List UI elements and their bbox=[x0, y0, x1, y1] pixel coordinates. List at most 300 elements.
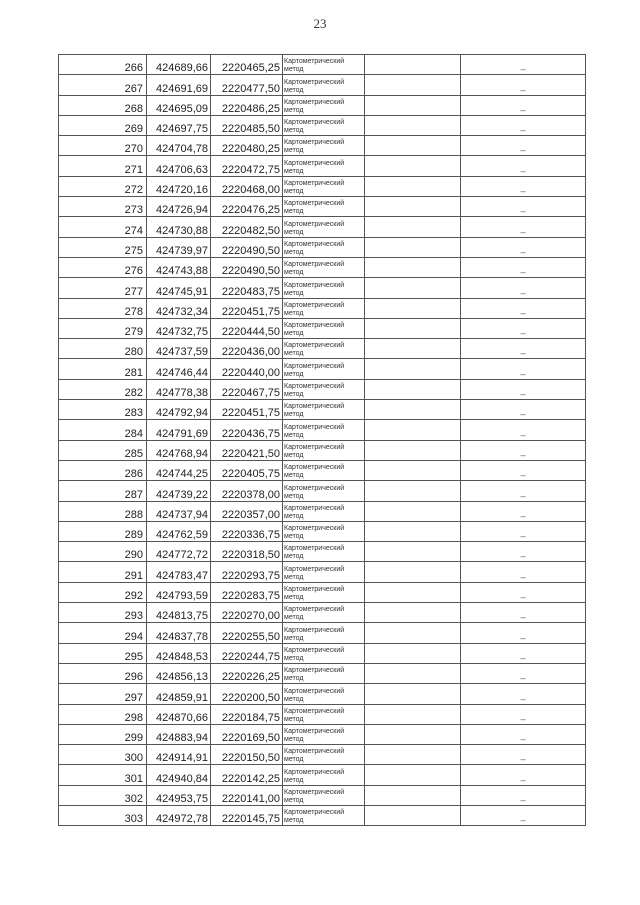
method-line-1: Картометрический bbox=[284, 748, 345, 756]
x-coordinate-cell: 424870,66 bbox=[147, 704, 211, 724]
method-line-1: Картометрический bbox=[284, 484, 345, 492]
x-coordinate-cell: 424745,91 bbox=[147, 278, 211, 298]
method-line-2: метод bbox=[284, 330, 304, 338]
point-number-cell: 268 bbox=[59, 95, 147, 115]
method-line-2: метод bbox=[284, 66, 304, 74]
x-coordinate-cell: 424768,94 bbox=[147, 440, 211, 460]
y-coordinate-cell: 2220293,75 bbox=[211, 562, 283, 582]
empty-cell bbox=[365, 542, 461, 562]
method-line-1: Картометрический bbox=[284, 626, 345, 634]
point-number-cell: 284 bbox=[59, 420, 147, 440]
empty-cell bbox=[365, 156, 461, 176]
method-cell bbox=[283, 55, 365, 75]
empty-cell bbox=[365, 684, 461, 704]
y-coordinate-cell: 2220150,50 bbox=[211, 745, 283, 765]
method-line-2: метод bbox=[284, 796, 304, 804]
point-number-cell: 286 bbox=[59, 460, 147, 480]
method-line-2: метод bbox=[284, 492, 304, 500]
x-coordinate-cell: 424730,88 bbox=[147, 217, 211, 237]
empty-cell bbox=[365, 400, 461, 420]
table-row bbox=[59, 440, 586, 460]
table-row bbox=[59, 318, 586, 338]
method-line-1: Картометрический bbox=[284, 504, 345, 512]
method-line-2: метод bbox=[284, 106, 304, 114]
table-row bbox=[59, 278, 586, 298]
method-cell bbox=[283, 176, 365, 196]
empty-cell bbox=[365, 197, 461, 217]
method-cell bbox=[283, 643, 365, 663]
empty-cell bbox=[365, 745, 461, 765]
method-line-2: метод bbox=[284, 533, 304, 541]
empty-cell bbox=[365, 237, 461, 257]
point-number-cell: 273 bbox=[59, 197, 147, 217]
point-number-cell: 297 bbox=[59, 684, 147, 704]
empty-cell bbox=[365, 460, 461, 480]
y-coordinate-cell: 2220485,50 bbox=[211, 115, 283, 135]
method-line-1: Картометрический bbox=[284, 565, 345, 573]
dash-cell: – bbox=[461, 136, 586, 156]
x-coordinate-cell: 424772,72 bbox=[147, 542, 211, 562]
y-coordinate-cell: 2220169,50 bbox=[211, 724, 283, 744]
x-coordinate-cell: 424746,44 bbox=[147, 359, 211, 379]
table-row bbox=[59, 156, 586, 176]
x-coordinate-cell: 424744,25 bbox=[147, 460, 211, 480]
method-line-1: Картометрический bbox=[284, 342, 345, 350]
method-cell bbox=[283, 257, 365, 277]
y-coordinate-cell: 2220200,50 bbox=[211, 684, 283, 704]
y-coordinate-cell: 2220141,00 bbox=[211, 785, 283, 805]
table-row bbox=[59, 115, 586, 135]
method-line-1: Картометрический bbox=[284, 707, 345, 715]
y-coordinate-cell: 2220436,00 bbox=[211, 339, 283, 359]
method-line-2: метод bbox=[284, 451, 304, 459]
dash-cell: – bbox=[461, 623, 586, 643]
method-line-2: метод bbox=[284, 309, 304, 317]
dash-cell: – bbox=[461, 95, 586, 115]
method-cell bbox=[283, 542, 365, 562]
dash-cell: – bbox=[461, 684, 586, 704]
empty-cell bbox=[365, 765, 461, 785]
x-coordinate-cell: 424837,78 bbox=[147, 623, 211, 643]
y-coordinate-cell: 2220318,50 bbox=[211, 542, 283, 562]
dash-cell: – bbox=[461, 481, 586, 501]
method-line-2: метод bbox=[284, 675, 304, 683]
method-line-2: метод bbox=[284, 817, 304, 825]
method-line-2: метод bbox=[284, 512, 304, 520]
dash-cell: – bbox=[461, 765, 586, 785]
y-coordinate-cell: 2220378,00 bbox=[211, 481, 283, 501]
empty-cell bbox=[365, 521, 461, 541]
point-number-cell: 288 bbox=[59, 501, 147, 521]
y-coordinate-cell: 2220490,50 bbox=[211, 257, 283, 277]
table-row bbox=[59, 724, 586, 744]
y-coordinate-cell: 2220472,75 bbox=[211, 156, 283, 176]
dash-cell: – bbox=[461, 400, 586, 420]
method-line-2: метод bbox=[284, 86, 304, 94]
empty-cell bbox=[365, 136, 461, 156]
table-row bbox=[59, 501, 586, 521]
point-number-cell: 266 bbox=[59, 55, 147, 75]
table-row bbox=[59, 257, 586, 277]
dash-cell: – bbox=[461, 501, 586, 521]
method-cell bbox=[283, 75, 365, 95]
y-coordinate-cell: 2220451,75 bbox=[211, 400, 283, 420]
method-cell bbox=[283, 359, 365, 379]
table-row bbox=[59, 542, 586, 562]
empty-cell bbox=[365, 582, 461, 602]
method-cell bbox=[283, 562, 365, 582]
point-number-cell: 275 bbox=[59, 237, 147, 257]
x-coordinate-cell: 424706,63 bbox=[147, 156, 211, 176]
dash-cell: – bbox=[461, 339, 586, 359]
x-coordinate-cell: 424914,91 bbox=[147, 745, 211, 765]
point-number-cell: 274 bbox=[59, 217, 147, 237]
method-line-1: Картометрический bbox=[284, 240, 345, 248]
empty-cell bbox=[365, 95, 461, 115]
method-cell bbox=[283, 481, 365, 501]
method-line-1: Картометрический bbox=[284, 443, 345, 451]
method-line-1: Картометрический bbox=[284, 586, 345, 594]
method-line-1: Картометрический bbox=[284, 180, 345, 188]
method-line-1: Картометрический bbox=[284, 423, 345, 431]
method-line-2: метод bbox=[284, 188, 304, 196]
table-row bbox=[59, 805, 586, 825]
point-number-cell: 283 bbox=[59, 400, 147, 420]
table-row bbox=[59, 582, 586, 602]
point-number-cell: 281 bbox=[59, 359, 147, 379]
table-row bbox=[59, 704, 586, 724]
y-coordinate-cell: 2220490,50 bbox=[211, 237, 283, 257]
x-coordinate-cell: 424856,13 bbox=[147, 663, 211, 683]
method-cell bbox=[283, 684, 365, 704]
point-number-cell: 287 bbox=[59, 481, 147, 501]
x-coordinate-cell: 424695,09 bbox=[147, 95, 211, 115]
dash-cell: – bbox=[461, 217, 586, 237]
point-number-cell: 269 bbox=[59, 115, 147, 135]
empty-cell bbox=[365, 115, 461, 135]
method-cell bbox=[283, 582, 365, 602]
x-coordinate-cell: 424792,94 bbox=[147, 400, 211, 420]
empty-cell bbox=[365, 724, 461, 744]
method-cell bbox=[283, 197, 365, 217]
x-coordinate-cell: 424720,16 bbox=[147, 176, 211, 196]
table-row bbox=[59, 603, 586, 623]
empty-cell bbox=[365, 379, 461, 399]
y-coordinate-cell: 2220451,75 bbox=[211, 298, 283, 318]
point-number-cell: 299 bbox=[59, 724, 147, 744]
x-coordinate-cell: 424739,97 bbox=[147, 237, 211, 257]
method-line-1: Картометрический bbox=[284, 58, 345, 66]
method-line-2: метод bbox=[284, 736, 304, 744]
x-coordinate-cell: 424737,59 bbox=[147, 339, 211, 359]
method-cell bbox=[283, 95, 365, 115]
empty-cell bbox=[365, 176, 461, 196]
empty-cell bbox=[365, 55, 461, 75]
dash-cell: – bbox=[461, 440, 586, 460]
point-number-cell: 270 bbox=[59, 136, 147, 156]
y-coordinate-cell: 2220421,50 bbox=[211, 440, 283, 460]
y-coordinate-cell: 2220476,25 bbox=[211, 197, 283, 217]
point-number-cell: 278 bbox=[59, 298, 147, 318]
y-coordinate-cell: 2220270,00 bbox=[211, 603, 283, 623]
dash-cell: – bbox=[461, 237, 586, 257]
y-coordinate-cell: 2220440,00 bbox=[211, 359, 283, 379]
y-coordinate-cell: 2220465,25 bbox=[211, 55, 283, 75]
method-line-1: Картометрический bbox=[284, 464, 345, 472]
method-line-1: Картометрический bbox=[284, 322, 345, 330]
x-coordinate-cell: 424732,34 bbox=[147, 298, 211, 318]
y-coordinate-cell: 2220467,75 bbox=[211, 379, 283, 399]
method-line-2: метод bbox=[284, 715, 304, 723]
x-coordinate-cell: 424762,59 bbox=[147, 521, 211, 541]
table-row bbox=[59, 663, 586, 683]
method-cell bbox=[283, 278, 365, 298]
method-line-1: Картометрический bbox=[284, 768, 345, 776]
method-line-2: метод bbox=[284, 208, 304, 216]
table-row bbox=[59, 460, 586, 480]
point-number-cell: 298 bbox=[59, 704, 147, 724]
dash-cell: – bbox=[461, 318, 586, 338]
method-cell bbox=[283, 440, 365, 460]
table-row bbox=[59, 217, 586, 237]
method-cell bbox=[283, 156, 365, 176]
method-cell bbox=[283, 136, 365, 156]
point-number-cell: 293 bbox=[59, 603, 147, 623]
empty-cell bbox=[365, 339, 461, 359]
x-coordinate-cell: 424783,47 bbox=[147, 562, 211, 582]
method-line-1: Картометрический bbox=[284, 545, 345, 553]
method-line-1: Картометрический bbox=[284, 200, 345, 208]
dash-cell: – bbox=[461, 75, 586, 95]
dash-cell: – bbox=[461, 542, 586, 562]
dash-cell: – bbox=[461, 582, 586, 602]
method-line-2: метод bbox=[284, 127, 304, 135]
method-cell bbox=[283, 420, 365, 440]
x-coordinate-cell: 424859,91 bbox=[147, 684, 211, 704]
empty-cell bbox=[365, 481, 461, 501]
method-line-1: Картометрический bbox=[284, 788, 345, 796]
point-number-cell: 294 bbox=[59, 623, 147, 643]
y-coordinate-cell: 2220405,75 bbox=[211, 460, 283, 480]
empty-cell bbox=[365, 298, 461, 318]
dash-cell: – bbox=[461, 704, 586, 724]
method-line-2: метод bbox=[284, 350, 304, 358]
table-row bbox=[59, 55, 586, 75]
y-coordinate-cell: 2220184,75 bbox=[211, 704, 283, 724]
method-line-1: Картометрический bbox=[284, 403, 345, 411]
method-cell bbox=[283, 785, 365, 805]
table-row bbox=[59, 643, 586, 663]
x-coordinate-cell: 424848,53 bbox=[147, 643, 211, 663]
method-line-1: Картометрический bbox=[284, 119, 345, 127]
dash-cell: – bbox=[461, 359, 586, 379]
method-line-2: метод bbox=[284, 370, 304, 378]
method-cell bbox=[283, 339, 365, 359]
method-line-1: Картометрический bbox=[284, 301, 345, 309]
method-cell bbox=[283, 460, 365, 480]
empty-cell bbox=[365, 318, 461, 338]
y-coordinate-cell: 2220145,75 bbox=[211, 805, 283, 825]
dash-cell: – bbox=[461, 197, 586, 217]
method-cell bbox=[283, 724, 365, 744]
table-row bbox=[59, 420, 586, 440]
method-cell bbox=[283, 400, 365, 420]
dash-cell: – bbox=[461, 785, 586, 805]
point-number-cell: 272 bbox=[59, 176, 147, 196]
table-row bbox=[59, 765, 586, 785]
point-number-cell: 291 bbox=[59, 562, 147, 582]
x-coordinate-cell: 424704,78 bbox=[147, 136, 211, 156]
method-line-1: Картометрический bbox=[284, 728, 345, 736]
empty-cell bbox=[365, 278, 461, 298]
method-line-2: метод bbox=[284, 228, 304, 236]
table-row bbox=[59, 136, 586, 156]
dash-cell: – bbox=[461, 603, 586, 623]
method-cell bbox=[283, 765, 365, 785]
point-number-cell: 280 bbox=[59, 339, 147, 359]
x-coordinate-cell: 424883,94 bbox=[147, 724, 211, 744]
point-number-cell: 302 bbox=[59, 785, 147, 805]
x-coordinate-cell: 424697,75 bbox=[147, 115, 211, 135]
method-line-1: Картометрический bbox=[284, 809, 345, 817]
point-number-cell: 290 bbox=[59, 542, 147, 562]
method-line-1: Картометрический bbox=[284, 525, 345, 533]
point-number-cell: 276 bbox=[59, 257, 147, 277]
table-row bbox=[59, 176, 586, 196]
table-row bbox=[59, 237, 586, 257]
y-coordinate-cell: 2220283,75 bbox=[211, 582, 283, 602]
empty-cell bbox=[365, 623, 461, 643]
table-row bbox=[59, 95, 586, 115]
method-line-1: Картометрический bbox=[284, 261, 345, 269]
method-cell bbox=[283, 805, 365, 825]
coordinates-table bbox=[58, 54, 586, 826]
dash-cell: – bbox=[461, 257, 586, 277]
empty-cell bbox=[365, 562, 461, 582]
method-line-2: метод bbox=[284, 248, 304, 256]
x-coordinate-cell: 424793,59 bbox=[147, 582, 211, 602]
method-line-1: Картометрический bbox=[284, 383, 345, 391]
table-row bbox=[59, 562, 586, 582]
x-coordinate-cell: 424737,94 bbox=[147, 501, 211, 521]
empty-cell bbox=[365, 257, 461, 277]
point-number-cell: 301 bbox=[59, 765, 147, 785]
y-coordinate-cell: 2220244,75 bbox=[211, 643, 283, 663]
y-coordinate-cell: 2220480,25 bbox=[211, 136, 283, 156]
y-coordinate-cell: 2220483,75 bbox=[211, 278, 283, 298]
method-line-1: Картометрический bbox=[284, 78, 345, 86]
method-cell bbox=[283, 603, 365, 623]
table-row bbox=[59, 339, 586, 359]
method-line-1: Картометрический bbox=[284, 646, 345, 654]
empty-cell bbox=[365, 643, 461, 663]
point-number-cell: 282 bbox=[59, 379, 147, 399]
point-number-cell: 267 bbox=[59, 75, 147, 95]
x-coordinate-cell: 424726,94 bbox=[147, 197, 211, 217]
method-line-1: Картометрический bbox=[284, 667, 345, 675]
method-cell bbox=[283, 237, 365, 257]
method-cell bbox=[283, 318, 365, 338]
empty-cell bbox=[365, 785, 461, 805]
dash-cell: – bbox=[461, 745, 586, 765]
y-coordinate-cell: 2220226,25 bbox=[211, 663, 283, 683]
x-coordinate-cell: 424953,75 bbox=[147, 785, 211, 805]
x-coordinate-cell: 424689,66 bbox=[147, 55, 211, 75]
method-cell bbox=[283, 521, 365, 541]
y-coordinate-cell: 2220336,75 bbox=[211, 521, 283, 541]
method-line-2: метод bbox=[284, 614, 304, 622]
x-coordinate-cell: 424743,88 bbox=[147, 257, 211, 277]
y-coordinate-cell: 2220468,00 bbox=[211, 176, 283, 196]
method-line-1: Картометрический bbox=[284, 220, 345, 228]
method-line-2: метод bbox=[284, 573, 304, 581]
empty-cell bbox=[365, 603, 461, 623]
method-cell bbox=[283, 298, 365, 318]
method-cell bbox=[283, 663, 365, 683]
method-cell bbox=[283, 501, 365, 521]
dash-cell: – bbox=[461, 805, 586, 825]
method-line-1: Картометрический bbox=[284, 281, 345, 289]
dash-cell: – bbox=[461, 278, 586, 298]
method-line-1: Картометрический bbox=[284, 362, 345, 370]
dash-cell: – bbox=[461, 115, 586, 135]
method-line-2: метод bbox=[284, 289, 304, 297]
method-cell bbox=[283, 745, 365, 765]
point-number-cell: 292 bbox=[59, 582, 147, 602]
y-coordinate-cell: 2220357,00 bbox=[211, 501, 283, 521]
method-line-1: Картометрический bbox=[284, 159, 345, 167]
table-row bbox=[59, 298, 586, 318]
empty-cell bbox=[365, 805, 461, 825]
method-line-2: метод bbox=[284, 776, 304, 784]
empty-cell bbox=[365, 359, 461, 379]
table-row bbox=[59, 481, 586, 501]
empty-cell bbox=[365, 704, 461, 724]
method-line-2: метод bbox=[284, 411, 304, 419]
method-cell bbox=[283, 379, 365, 399]
x-coordinate-cell: 424813,75 bbox=[147, 603, 211, 623]
method-line-1: Картометрический bbox=[284, 98, 345, 106]
y-coordinate-cell: 2220477,50 bbox=[211, 75, 283, 95]
empty-cell bbox=[365, 420, 461, 440]
empty-cell bbox=[365, 501, 461, 521]
x-coordinate-cell: 424732,75 bbox=[147, 318, 211, 338]
dash-cell: – bbox=[461, 379, 586, 399]
table-row bbox=[59, 379, 586, 399]
method-line-2: метод bbox=[284, 553, 304, 561]
dash-cell: – bbox=[461, 55, 586, 75]
point-number-cell: 289 bbox=[59, 521, 147, 541]
dash-cell: – bbox=[461, 460, 586, 480]
y-coordinate-cell: 2220436,75 bbox=[211, 420, 283, 440]
method-line-2: метод bbox=[284, 654, 304, 662]
table-row bbox=[59, 623, 586, 643]
page-number: 23 bbox=[313, 16, 327, 31]
table-row bbox=[59, 684, 586, 704]
table-row bbox=[59, 521, 586, 541]
point-number-cell: 303 bbox=[59, 805, 147, 825]
method-line-2: метод bbox=[284, 756, 304, 764]
empty-cell bbox=[365, 440, 461, 460]
method-cell bbox=[283, 704, 365, 724]
method-line-2: метод bbox=[284, 391, 304, 399]
empty-cell bbox=[365, 663, 461, 683]
y-coordinate-cell: 2220444,50 bbox=[211, 318, 283, 338]
point-number-cell: 295 bbox=[59, 643, 147, 663]
method-line-2: метод bbox=[284, 695, 304, 703]
dash-cell: – bbox=[461, 420, 586, 440]
method-line-1: Картометрический bbox=[284, 139, 345, 147]
